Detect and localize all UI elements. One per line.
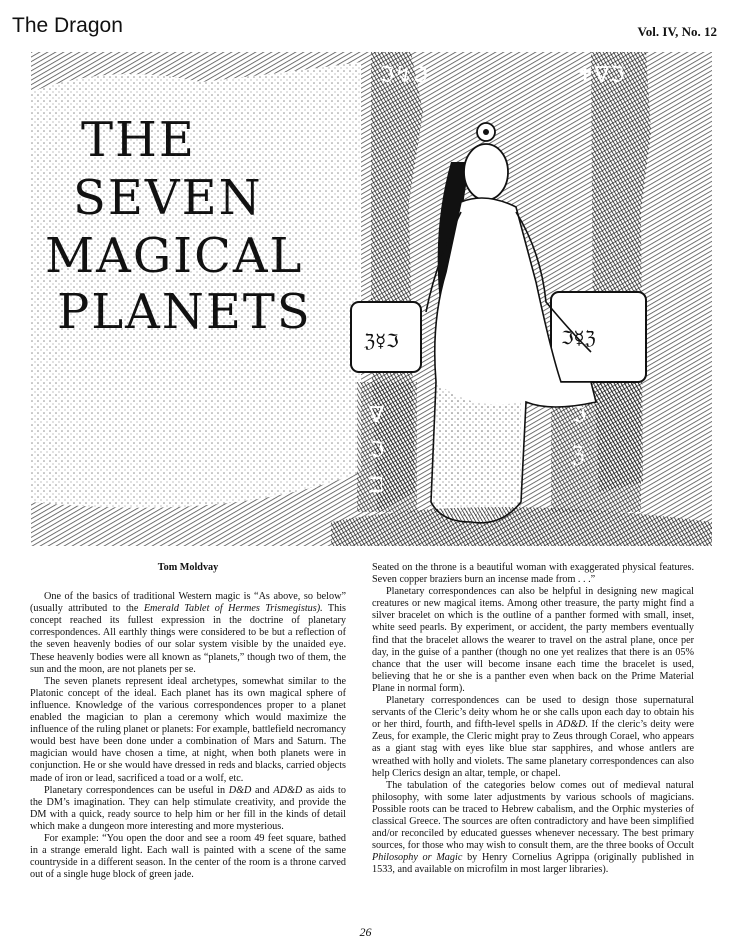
title-line-3: MAGICAL bbox=[45, 228, 304, 284]
byline: Tom Moldvay bbox=[157, 562, 219, 573]
title-line-2: SEVEN bbox=[73, 170, 263, 226]
svg-text:ℑ☿ℨ: ℑ☿ℨ bbox=[561, 328, 596, 349]
paragraph: Planetary correspondences can be used to design those supernatural servants of the Cleric’s deity whom he or she calls upon each day to obtain his or her third, fourth, and fifth-level spells in AD&D. If the cleric’s deity were Zeus, for example, the Cleric might pray to Zeus through Corael, who appears as a giant stag with eyes like blue star sapphires, and whose antlers are wreathed with holly and violets. The same planetary correspondences can also help Clerics design an altar, temple, or chapel. bbox=[372, 695, 695, 779]
paragraph: One of the basics of traditional Western magic is “As above, so below” (usually attributed to the Emerald Tablet of Hermes Trismegistus). This concept reached its fullest expression in the doctrine of planetary correspondences. All earthly things were considered to be but a reflection of the seven heavenly bodies of our solar system visible by the unaided eye. These heavenly bodies were all known as “planets,” though two of them, the sun and the moon, are not planets per se. bbox=[30, 591, 346, 675]
svg-text:ℑ↯ℑ: ℑ↯ℑ bbox=[379, 63, 429, 88]
magazine-name: The Dragon bbox=[12, 14, 123, 37]
paragraph: The tabulation of the categories below comes out of medieval natural philosophy, with some later adjustments by various schools of magicians. Possible roots can be traced to Hebrew cabalism, and the Orphic mysteries of classical Greece. The sources are often contradictory and have been simplified and/or reconciled by educated guesses whenever necessary. The best primary sources, for those who may wish to consult them, are the three books of Occult Philosophy or Magic by Henry Cornelius Agrippa (originally published in 1533, and available on microfilm in most larger libraries). bbox=[372, 779, 694, 876]
page-number: 26 bbox=[359, 925, 372, 939]
svg-text:ℨ☿ℑ: ℨ☿ℑ bbox=[364, 331, 399, 352]
svg-text:ℑ: ℑ bbox=[369, 438, 385, 463]
title-line-4: PLANETS bbox=[57, 284, 312, 340]
title-illustration bbox=[31, 52, 712, 546]
paragraph: For example: “You open the door and see a room 49 feet square, bathed in a strange emerald light. Each wall is painted with a scene of the same countryside in a different season. In the center of the room is a throne carved out of a single huge block of green jade. bbox=[30, 832, 346, 881]
paragraph: Seated on the throne is a beautiful woman with exaggerated physical features. Seven copper braziers burn an incense made from . . .” bbox=[372, 562, 694, 586]
left-column bbox=[30, 562, 346, 881]
paragraph: The seven planets represent ideal archetypes, somewhat similar to the Platonic concept of the ideal. Each planet has its own magical sphere of influence. Knowledge of the various correspondences proper to a planet enabled the magician to plan a ceremony which would maximize the influence of the ruling planet or planets: For example, battlefield necromancy would best have been done under a combination of Mars and Saturn. The magician would have chosen a time, at night, when both planets were in conjunction. He or she would have dressed in reds and blacks, carried objects made of iron or lead, sacrificed a toad or a wolf, etc. bbox=[30, 675, 346, 784]
issue-label: Vol. IV, No. 12 bbox=[637, 24, 717, 39]
paragraph: Planetary correspondences can also be helpful in designing new magical creatures or new magical items. Among other treasure, the party might find a silver bracelet on which is the outline of a panther formed with small, inset, white seed pearls. By experiment, or accident, the party members eventually find that the bracelet allows the wearer to travel on the astral plane, once per day, in the guise of a panther (though no one yet realizes that there is an 05% chance that the user will become insane each time the bracelet is used, believing that he or she is a panther even when back on the Prime Material Plane in normal form). bbox=[372, 586, 694, 694]
svg-text:ℨ: ℨ bbox=[571, 443, 585, 468]
svg-text:ℑ: ℑ bbox=[571, 403, 587, 428]
paragraph: Planetary correspondences can be useful in D&D and AD&D as aids to the DM’s imagination. They can help stimulate creativity, and provide the DM with a quick, ready source to help him or her fill in the kinds of detail which make a dungeon more interesting and more mysterious. bbox=[30, 784, 346, 832]
svg-text:✝∇ℑ: ✝∇ℑ bbox=[576, 63, 625, 88]
svg-text:ℶ: ℶ bbox=[369, 473, 384, 498]
title-line-1: THE bbox=[81, 112, 196, 168]
svg-text:∇: ∇ bbox=[369, 403, 384, 428]
right-column bbox=[372, 562, 694, 876]
